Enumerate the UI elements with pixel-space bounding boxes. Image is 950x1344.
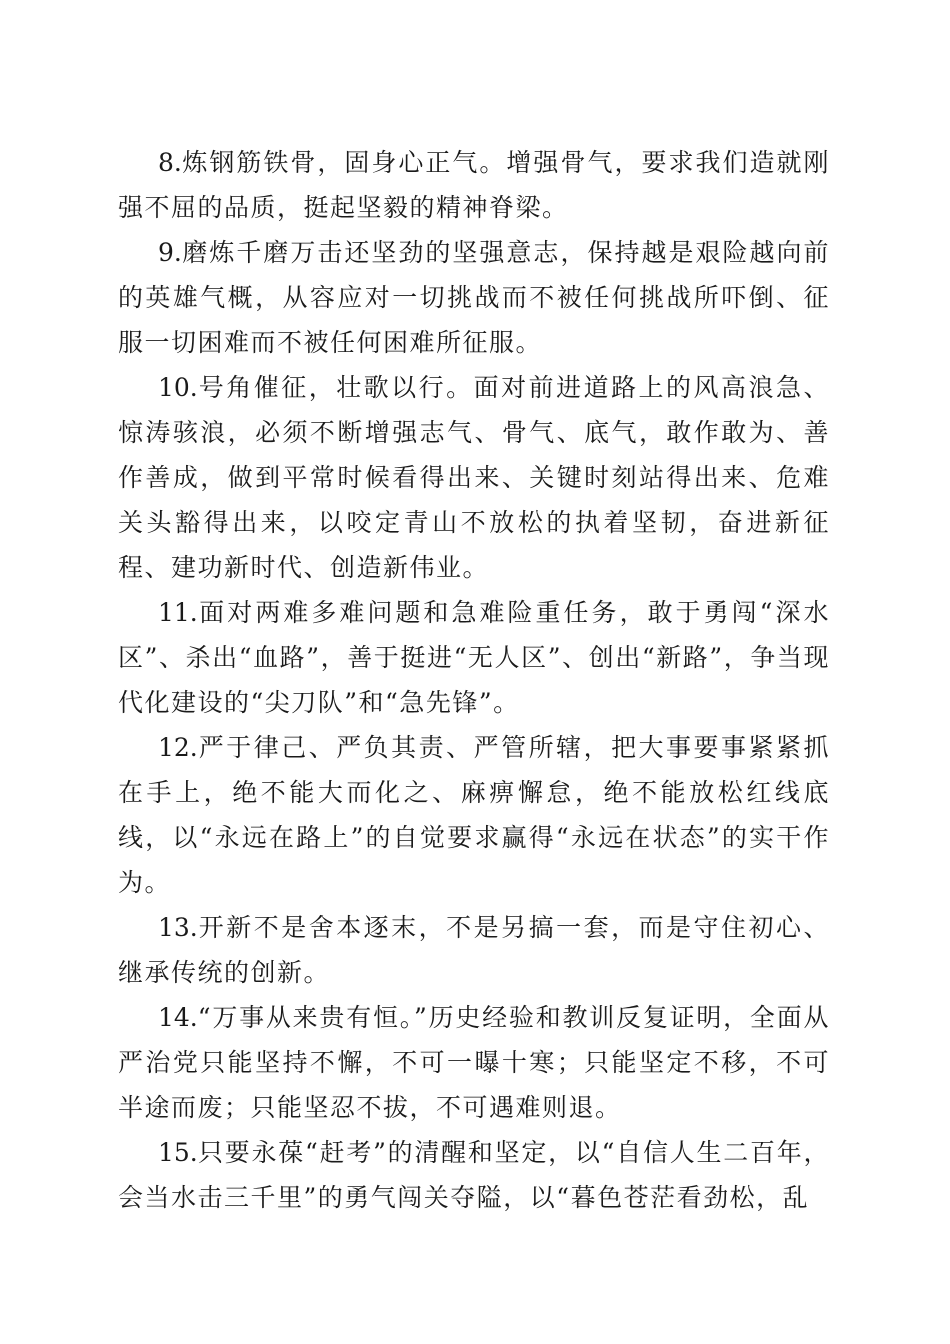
paragraph-text: 炼钢筋铁骨，固身心正气。增强骨气，要求我们造就刚强不屈的品质，挺起坚毅的精神脊梁。 xyxy=(118,148,830,222)
paragraph-text: 面对两难多难问题和急难险重任务，敢于勇闯“深水区”、杀出“血路”，善于挺进“无人区”、创出“新路”，争当现代化建设的“尖刀队”和“急先锋”。 xyxy=(118,598,830,717)
paragraph-number: 14. xyxy=(158,1003,198,1032)
paragraph-number: 11. xyxy=(158,598,198,627)
paragraph-text: 只要永葆“赶考”的清醒和坚定，以“自信人生二百年，会当水击三千里”的勇气闯关夺隘，以“暮色苍茫看劲松，乱 xyxy=(118,1138,830,1212)
paragraph-15 xyxy=(118,1130,830,1220)
paragraph-8 xyxy=(118,140,830,230)
paragraph-number: 12. xyxy=(158,733,198,762)
paragraph-11 xyxy=(118,590,830,725)
paragraph-number: 13. xyxy=(158,913,198,942)
paragraph-9 xyxy=(118,230,830,365)
paragraph-text: 开新不是舍本逐末，不是另搞一套，而是守住初心、继承传统的创新。 xyxy=(118,913,830,987)
paragraph-10 xyxy=(118,365,830,590)
paragraph-number: 10. xyxy=(158,373,198,402)
paragraph-14 xyxy=(118,995,830,1130)
paragraph-number: 9. xyxy=(158,238,182,267)
document-body xyxy=(118,140,830,1220)
paragraph-text: 磨炼千磨万击还坚劲的坚强意志，保持越是艰险越向前的英雄气概，从容应对一切挑战而不被任何挑战所吓倒、征服一切困难而不被任何困难所征服。 xyxy=(118,238,830,357)
paragraph-12 xyxy=(118,725,830,905)
paragraph-text: “万事从来贵有恒。”历史经验和教训反复证明，全面从严治党只能坚持不懈，不可一曝十寒；只能坚定不移，不可半途而废；只能坚忍不拔，不可遇难则退。 xyxy=(118,1003,830,1122)
paragraph-text: 号角催征，壮歌以行。面对前进道路上的风高浪急、惊涛骇浪，必须不断增强志气、骨气、底气，敢作敢为、善作善成，做到平常时候看得出来、关键时刻站得出来、危难关头豁得出来，以咬定青山不放松的执着坚韧，奋进新征程、建功新时代、创造新伟业。 xyxy=(118,373,830,582)
paragraph-number: 8. xyxy=(158,148,182,177)
paragraph-number: 15. xyxy=(158,1138,198,1167)
paragraph-text: 严于律己、严负其责、严管所辖，把大事要事紧紧抓在手上，绝不能大而化之、麻痹懈怠，绝不能放松红线底线，以“永远在路上”的自觉要求赢得“永远在状态”的实干作为。 xyxy=(118,733,830,897)
paragraph-13 xyxy=(118,905,830,995)
